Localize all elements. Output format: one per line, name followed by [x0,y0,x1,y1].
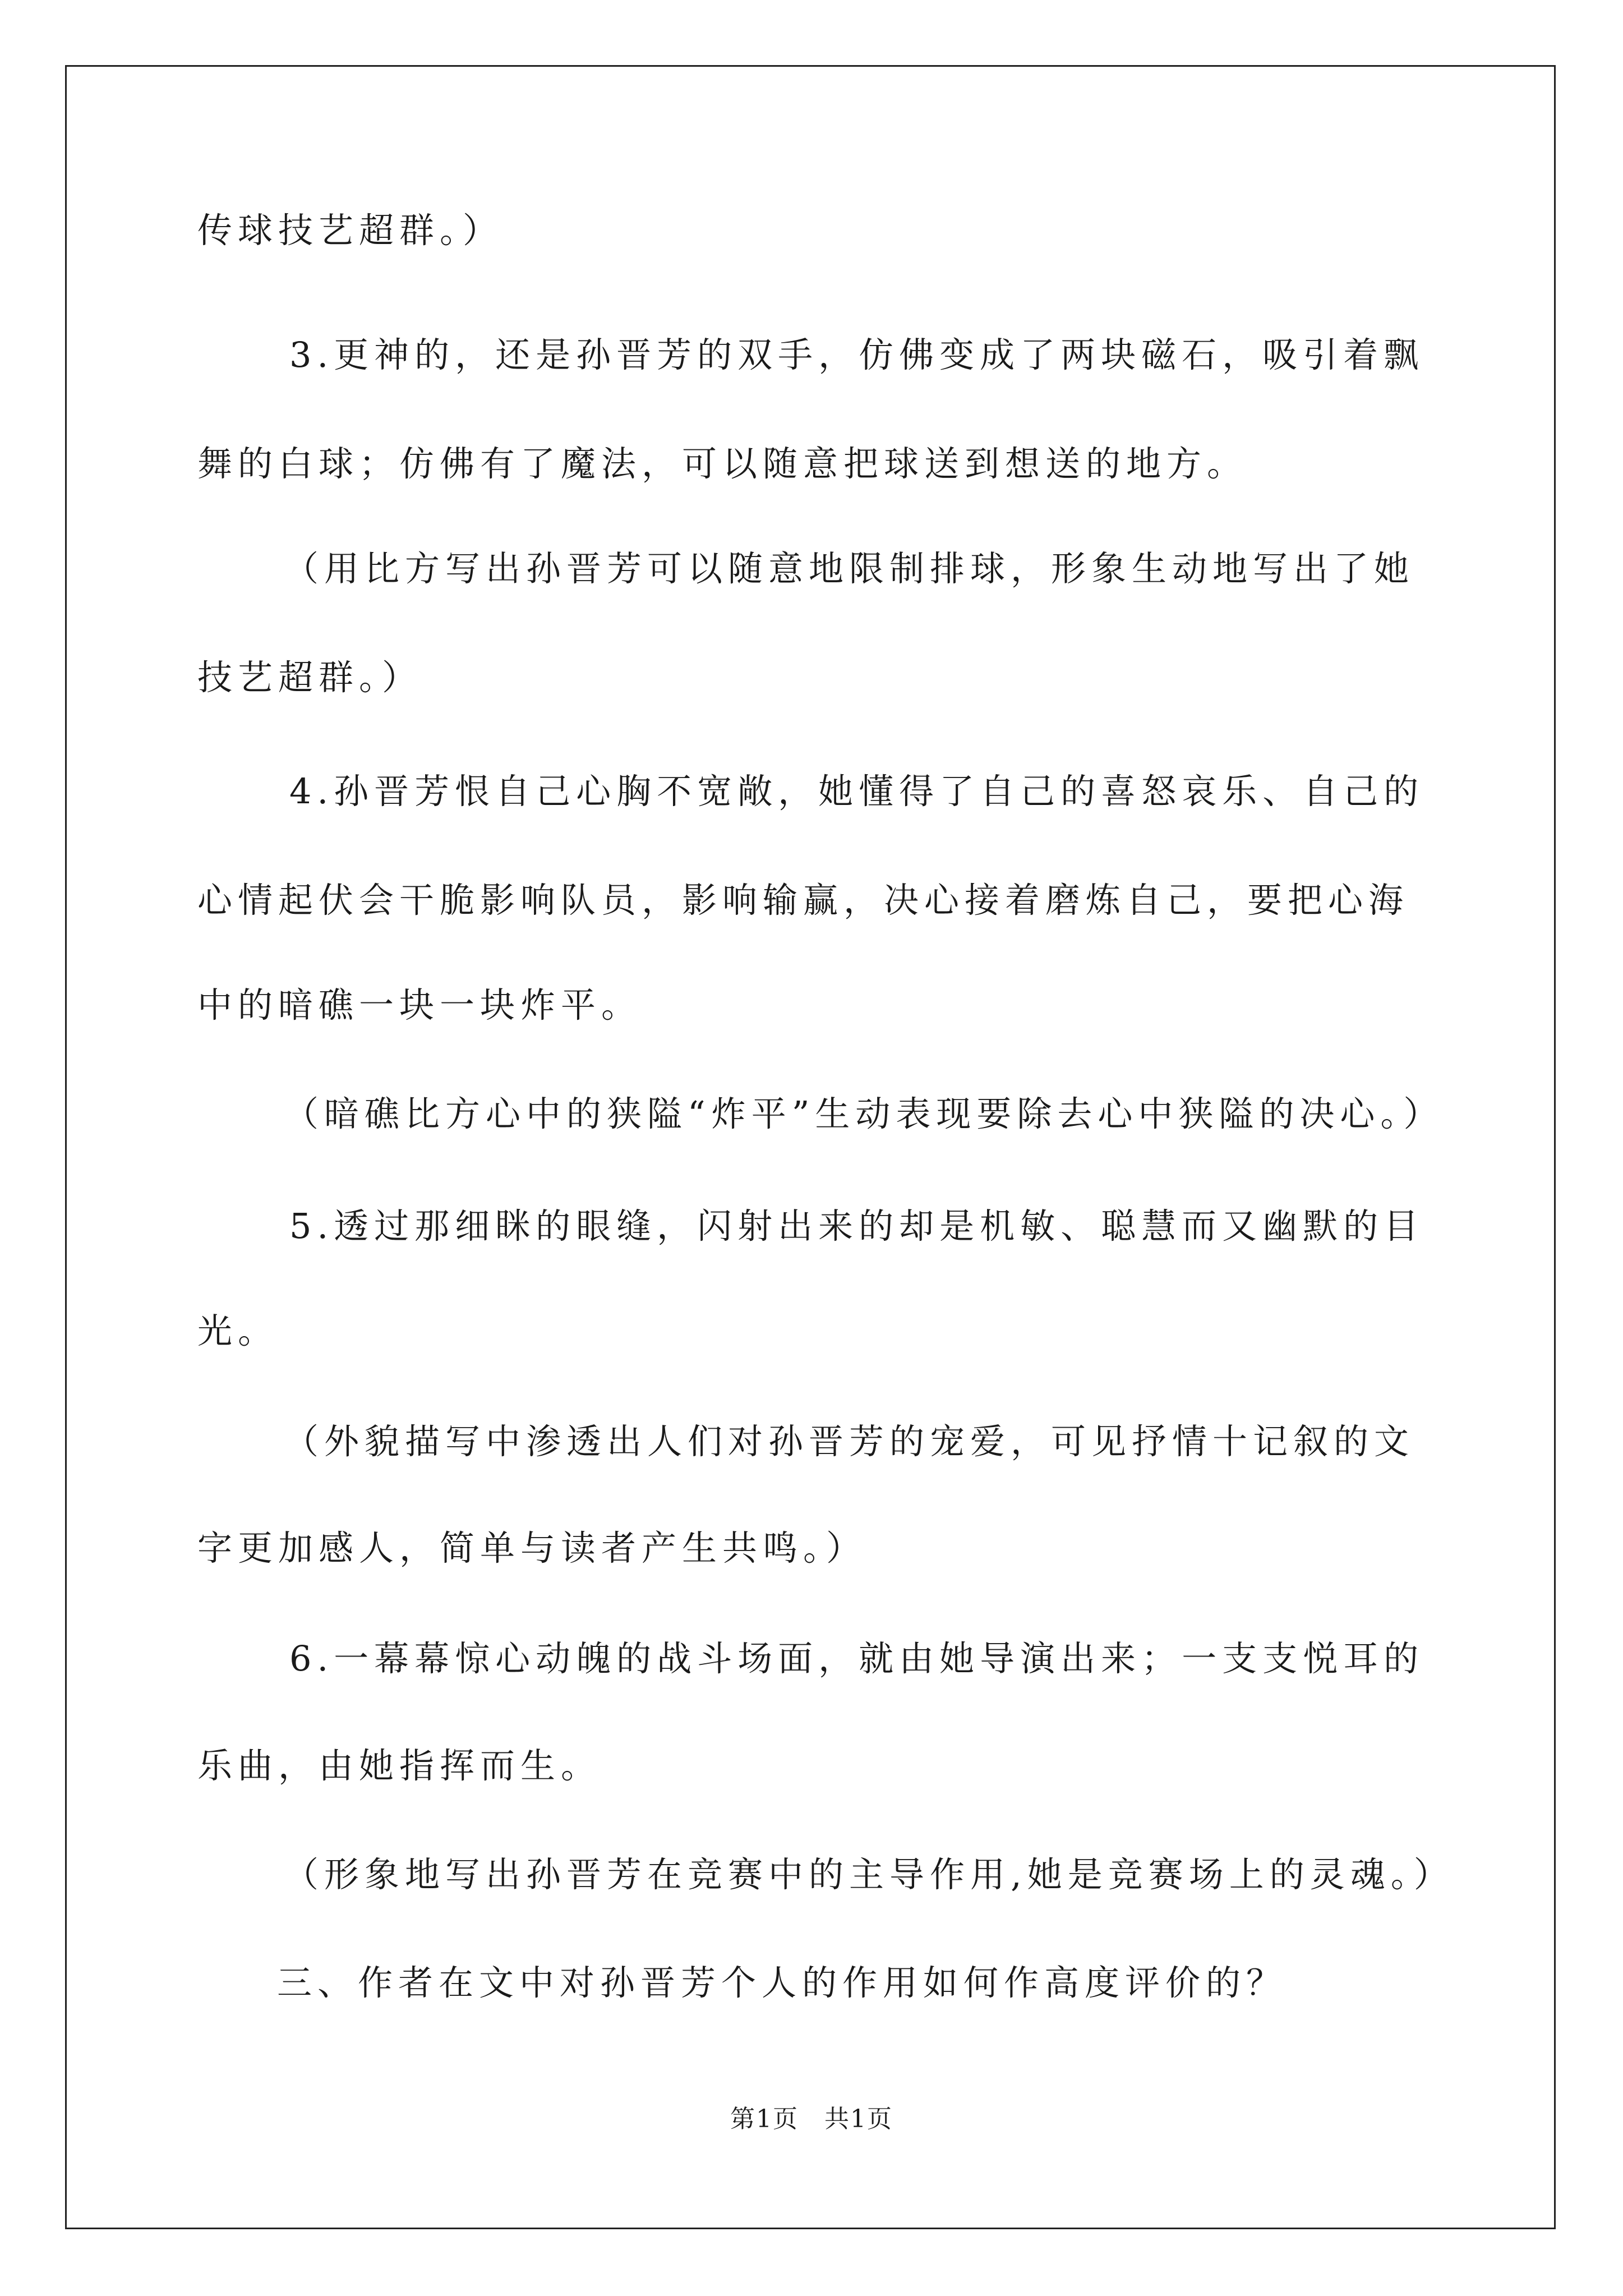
text-line: 心情起伏会干脆影响队员，影响输赢，决心接着磨炼自己，要把心海 [197,880,1409,921]
text-line: （外貌描写中渗透出人们对孙晋芳的宠爱，可见抒情十记叙的文 [284,1421,1415,1462]
question-heading: 三、作者在文中对孙晋芳个人的作用如何作高度评价的？ [277,1962,1287,2003]
text-line: 光。 [197,1310,279,1351]
text-line: 传球技艺超群。） [197,210,504,251]
page-number: 第1页 共1页 [730,2105,893,2133]
text-line: 字更加感人，简单与读者产生共鸣。） [197,1527,867,1568]
page-border [65,65,1556,2229]
text-line: （暗礁比方心中的狭隘“炸平”生动表现要除去心中狭隘的决心。） [284,1093,1444,1134]
text-line: 6.一幕幕惊心动魄的战斗场面，就由她导演出来；一支支悦耳的 [289,1638,1424,1679]
text-line: 4.孙晋芳恨自己心胸不宽敞，她懂得了自己的喜怒哀乐、自己的 [289,771,1424,812]
text-line: 5.透过那细眯的眼缝，闪射出来的却是机敏、聪慧而又幽默的目 [289,1205,1424,1246]
text-line: （用比方写出孙晋芳可以随意地限制排球，形象生动地写出了她 [284,548,1415,589]
text-line: 中的暗礁一块一块炸平。 [197,984,642,1025]
text-line: 技艺超群。） [197,657,423,698]
text-line: （形象地写出孙晋芳在竞赛中的主导作用,她是竞赛场上的灵魂。） [284,1854,1454,1895]
text-line: 乐曲，由她指挥而生。 [197,1745,602,1786]
text-line: 舞的白球；仿佛有了魔法，可以随意把球送到想送的地方。 [197,443,1248,484]
text-line: 3.更神的，还是孙晋芳的双手，仿佛变成了两块磁石，吸引着飘 [289,334,1424,375]
